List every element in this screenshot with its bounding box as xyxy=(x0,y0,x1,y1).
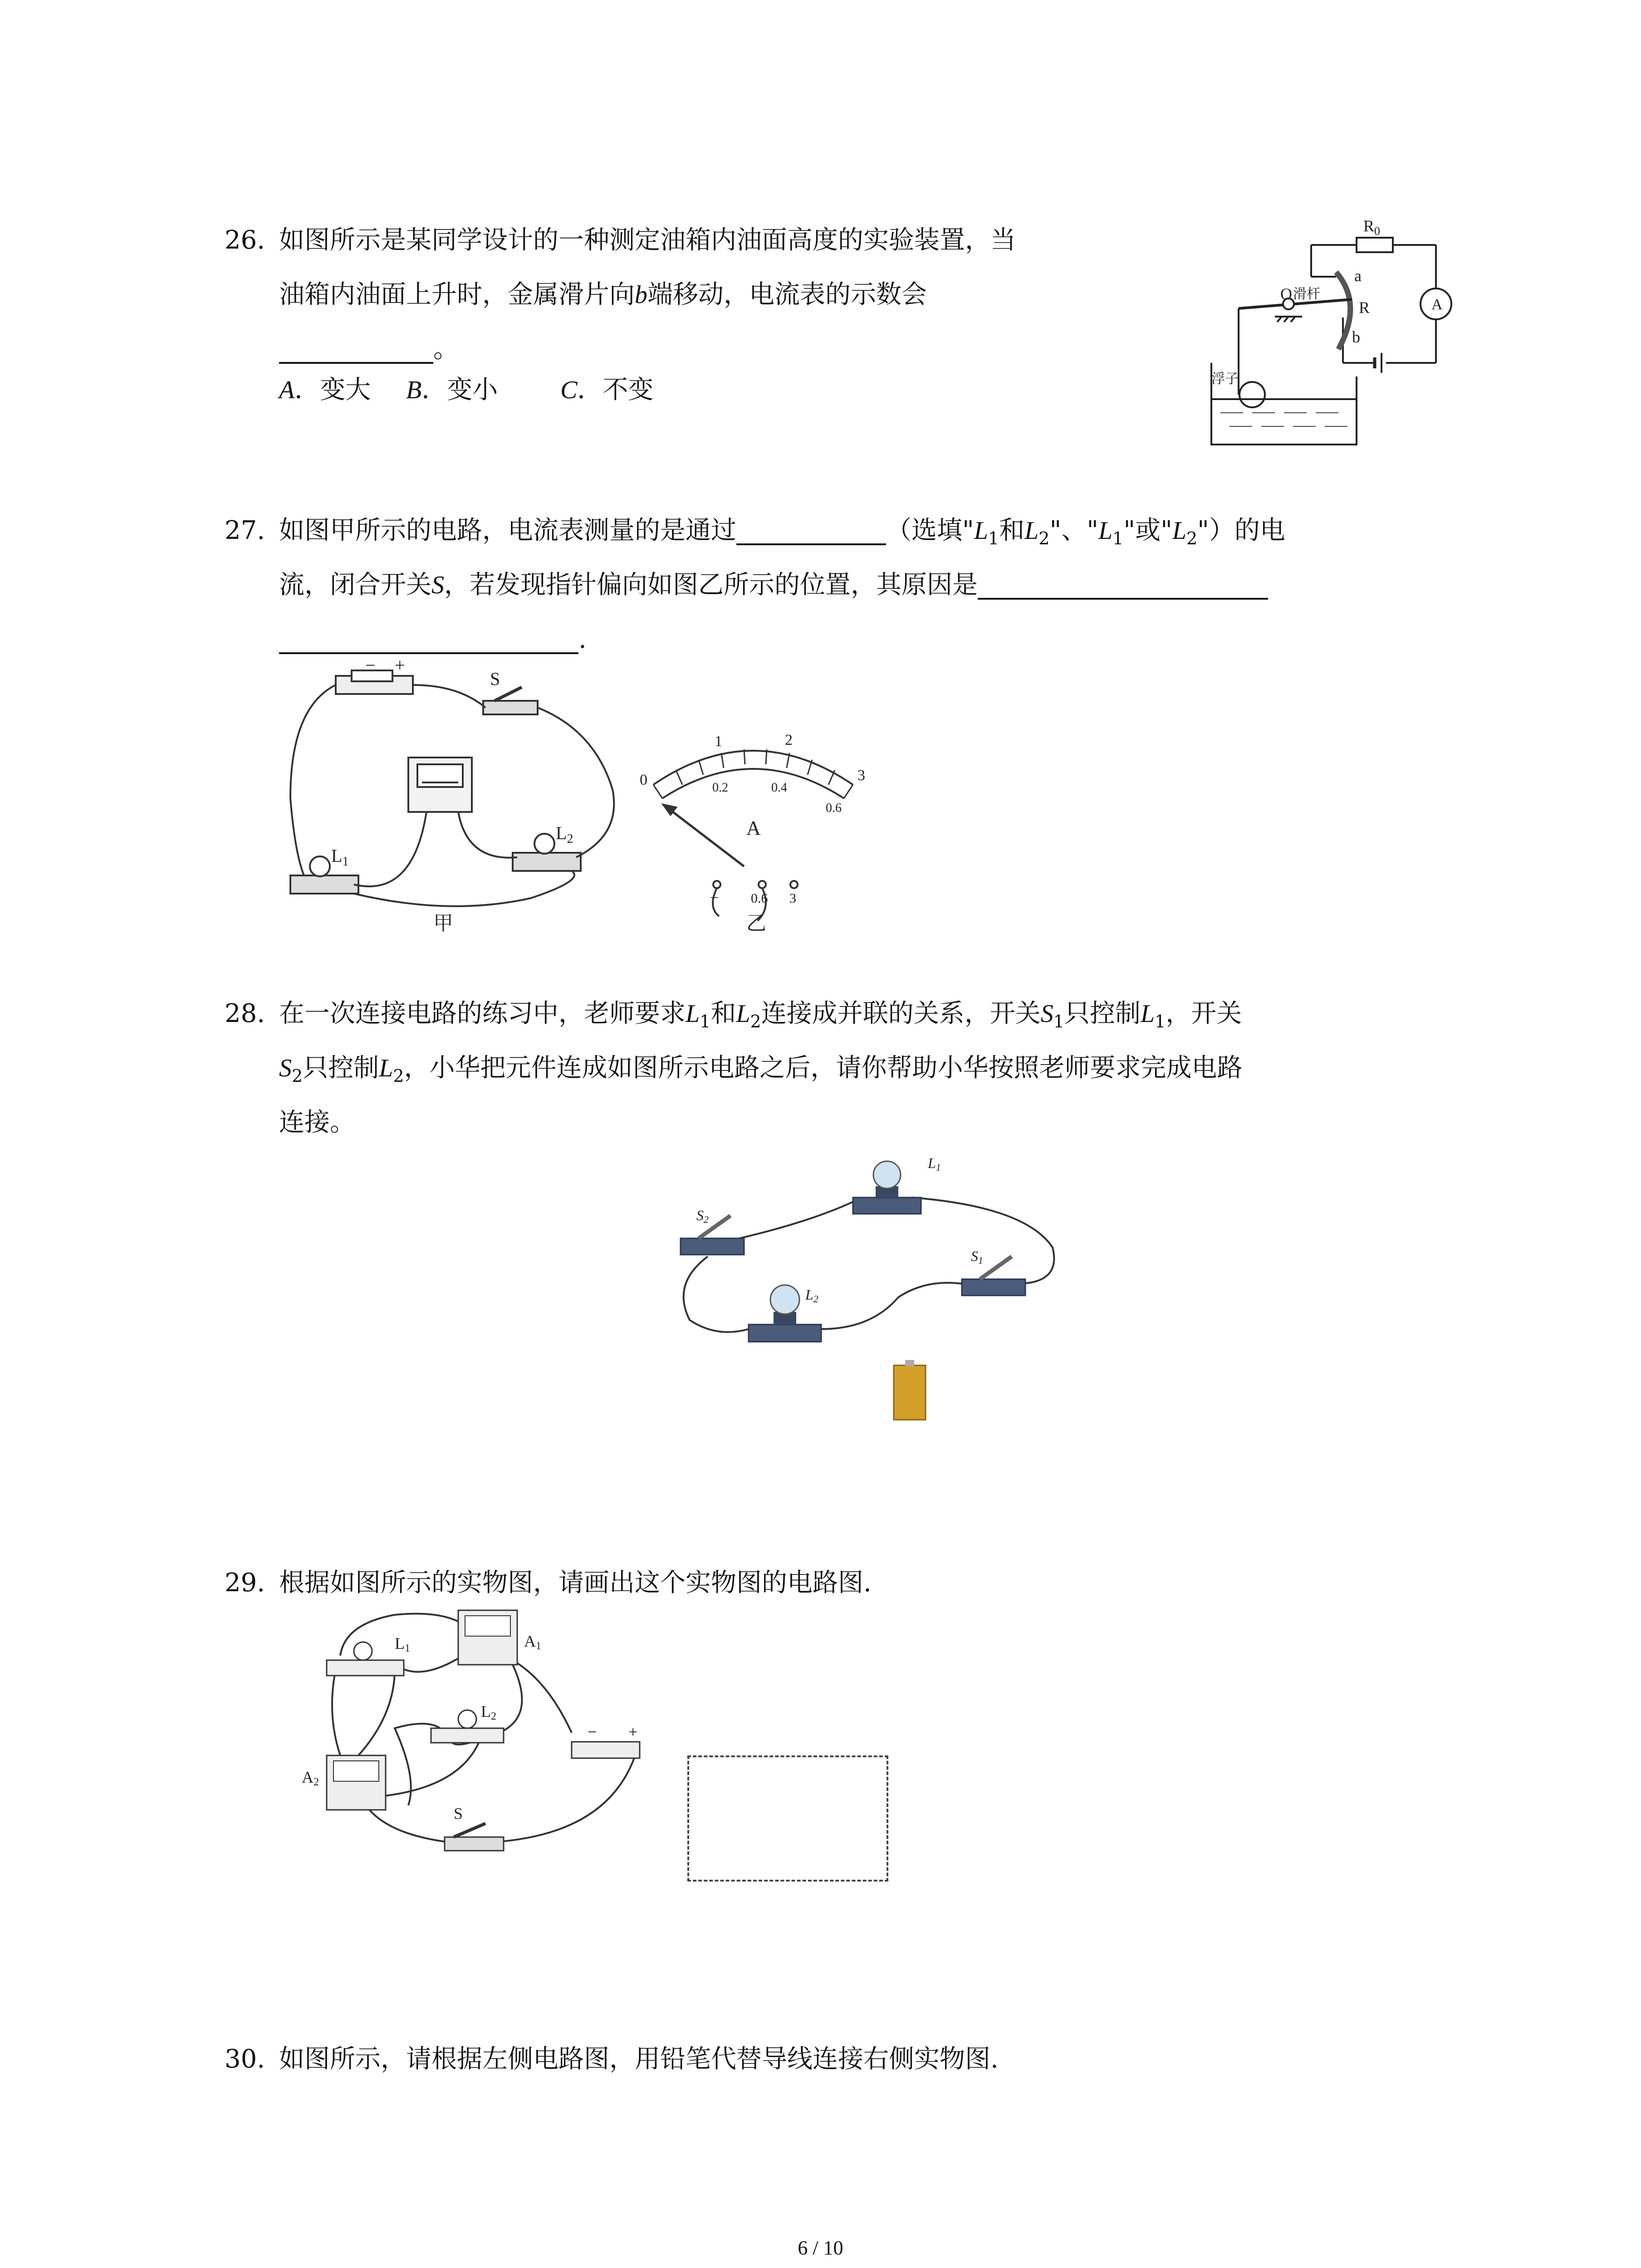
battery-plus-label: + xyxy=(395,655,405,675)
scale-top-1: 1 xyxy=(715,733,722,750)
terminal-0-6-label: 0.6 xyxy=(751,891,768,906)
b-label: b xyxy=(1352,328,1360,346)
figure-caption-jia: 甲 xyxy=(433,912,453,935)
battery-minus-label: − xyxy=(588,1723,597,1741)
s2-label: S2 xyxy=(696,1207,709,1225)
answer-blank[interactable] xyxy=(736,516,886,545)
question-text-line: 如图所示是某同学设计的一种测定油箱内油面高度的实验装置，当 xyxy=(279,225,1016,255)
answer-blank[interactable] xyxy=(279,335,433,364)
question-text-line: 如图甲所示的电路，电流表测量的是通过 （选填"$L_1$和$L_2$"、"$L_1$"或"$L_2$"）的电 xyxy=(279,516,1285,549)
question-text-line: $S_2$只控制$L_2$，小华把元件连成如图所示电路之后，请你帮助小华按照老师要求完成电路 xyxy=(279,1053,1243,1086)
battery-minus-label: − xyxy=(365,655,376,675)
physical-circuit-figure xyxy=(290,1606,667,1887)
question-text-line: 根据如图所示的实物图，请画出这个实物图的电路图. xyxy=(279,1568,872,1598)
terminal-minus-label: − xyxy=(710,890,719,906)
ammeter-a2 xyxy=(327,1755,386,1810)
dial-unit-label: A xyxy=(746,817,761,839)
switch-s2 xyxy=(681,1216,744,1255)
answer-drawing-box[interactable] xyxy=(687,1755,888,1882)
switch-s xyxy=(445,1823,504,1851)
question-text-line: 油箱内油面上升时，金属滑片向b端移动，电流表的示数会 xyxy=(279,280,927,309)
l1-label: L1 xyxy=(928,1155,941,1173)
scale-bottom-0-6: 0.6 xyxy=(826,801,842,815)
option-c[interactable]: C．不变 xyxy=(560,375,654,405)
r-label: R xyxy=(1359,298,1370,317)
l2-label: L2 xyxy=(805,1286,818,1305)
terminal-3 xyxy=(790,881,798,888)
scale-top-0: 0 xyxy=(640,772,647,788)
question-number: 28. xyxy=(225,999,265,1028)
o-label: O xyxy=(1280,285,1292,303)
rheostat-arc xyxy=(1336,272,1350,349)
ammeter-dial-figure-yi xyxy=(635,717,880,934)
switch-label: S xyxy=(490,669,500,689)
battery-plus-label: + xyxy=(628,1723,638,1741)
l2-label: L2 xyxy=(481,1702,496,1722)
question-26 xyxy=(225,213,1214,413)
bulb-l1 xyxy=(853,1161,921,1214)
r0-label: $R_0$ xyxy=(1363,217,1381,238)
l1-label: L1 xyxy=(395,1634,410,1654)
battery-cell xyxy=(894,1360,926,1420)
answer-blank[interactable] xyxy=(978,571,1268,600)
bulb-l1 xyxy=(290,875,358,894)
oil-tank-circuit-figure xyxy=(1207,213,1452,458)
ammeter-label: A xyxy=(1431,296,1443,313)
bulb-l2 xyxy=(513,853,581,871)
question-number: 30. xyxy=(225,2044,265,2074)
option-a[interactable]: A．变大 xyxy=(279,375,371,405)
l1-label: $L_1$ xyxy=(331,846,349,869)
switch-label: S xyxy=(454,1804,463,1823)
slide-rod-label: 滑杆 xyxy=(1293,286,1320,302)
question-text-line: 。 xyxy=(279,322,459,376)
question-text-line: 如图所示，请根据左侧电路图，用铅笔代替导线连接右侧实物图. xyxy=(279,2044,999,2074)
question-text-line: 流，闭合开关S，若发现指针偏向如图乙所示的位置，其原因是 xyxy=(279,558,1268,612)
s1-label: S1 xyxy=(971,1248,983,1266)
terminal-3-label: 3 xyxy=(789,891,796,906)
scale-top-3: 3 xyxy=(857,767,865,784)
figure-caption-yi: 乙 xyxy=(746,912,766,935)
circuit-figure-jia xyxy=(277,655,631,935)
question-text-line: 连接。 xyxy=(279,1108,355,1137)
question-number: 27. xyxy=(225,516,265,545)
question-28 xyxy=(225,987,1495,1150)
a1-label: A1 xyxy=(524,1632,541,1652)
float-ball xyxy=(1239,382,1265,407)
battery xyxy=(572,1742,640,1758)
parallel-circuit-figure xyxy=(671,1148,1080,1429)
scale-top-2: 2 xyxy=(785,732,793,748)
question-number: 26. xyxy=(225,225,265,255)
question-27 xyxy=(225,503,1495,667)
l2-label: $L_2$ xyxy=(556,823,573,846)
question-number: 29. xyxy=(225,1568,265,1598)
a-label: a xyxy=(1354,267,1362,285)
question-text-line: . xyxy=(279,612,587,667)
scale-bottom-0-4: 0.4 xyxy=(771,781,787,795)
float-label: 浮子 xyxy=(1211,371,1239,387)
bulb-l1 xyxy=(327,1642,404,1676)
dial-scale-arc xyxy=(653,751,853,785)
dial-needle xyxy=(667,807,744,866)
terminal-0-6 xyxy=(759,881,766,888)
a2-label: A2 xyxy=(302,1768,319,1788)
option-b[interactable]: B．变小 xyxy=(406,375,498,405)
switch-s xyxy=(483,701,538,714)
terminal-minus xyxy=(713,881,720,888)
answer-blank[interactable] xyxy=(279,625,578,654)
page-number: 6 / 10 xyxy=(798,2237,843,2259)
options-row xyxy=(279,363,653,417)
ammeter-a1 xyxy=(458,1610,517,1665)
question-text-line: 在一次连接电路的练习中，老师要求$L_1$和$L_2$连接成并联的关系，开关$S_1$只控制$L_1$，开关 xyxy=(279,999,1242,1032)
question-29 xyxy=(225,1556,1495,1610)
question-30 xyxy=(225,2032,1495,2087)
resistor-r0 xyxy=(1357,238,1393,252)
scale-bottom-0-2: 0.2 xyxy=(712,781,728,795)
